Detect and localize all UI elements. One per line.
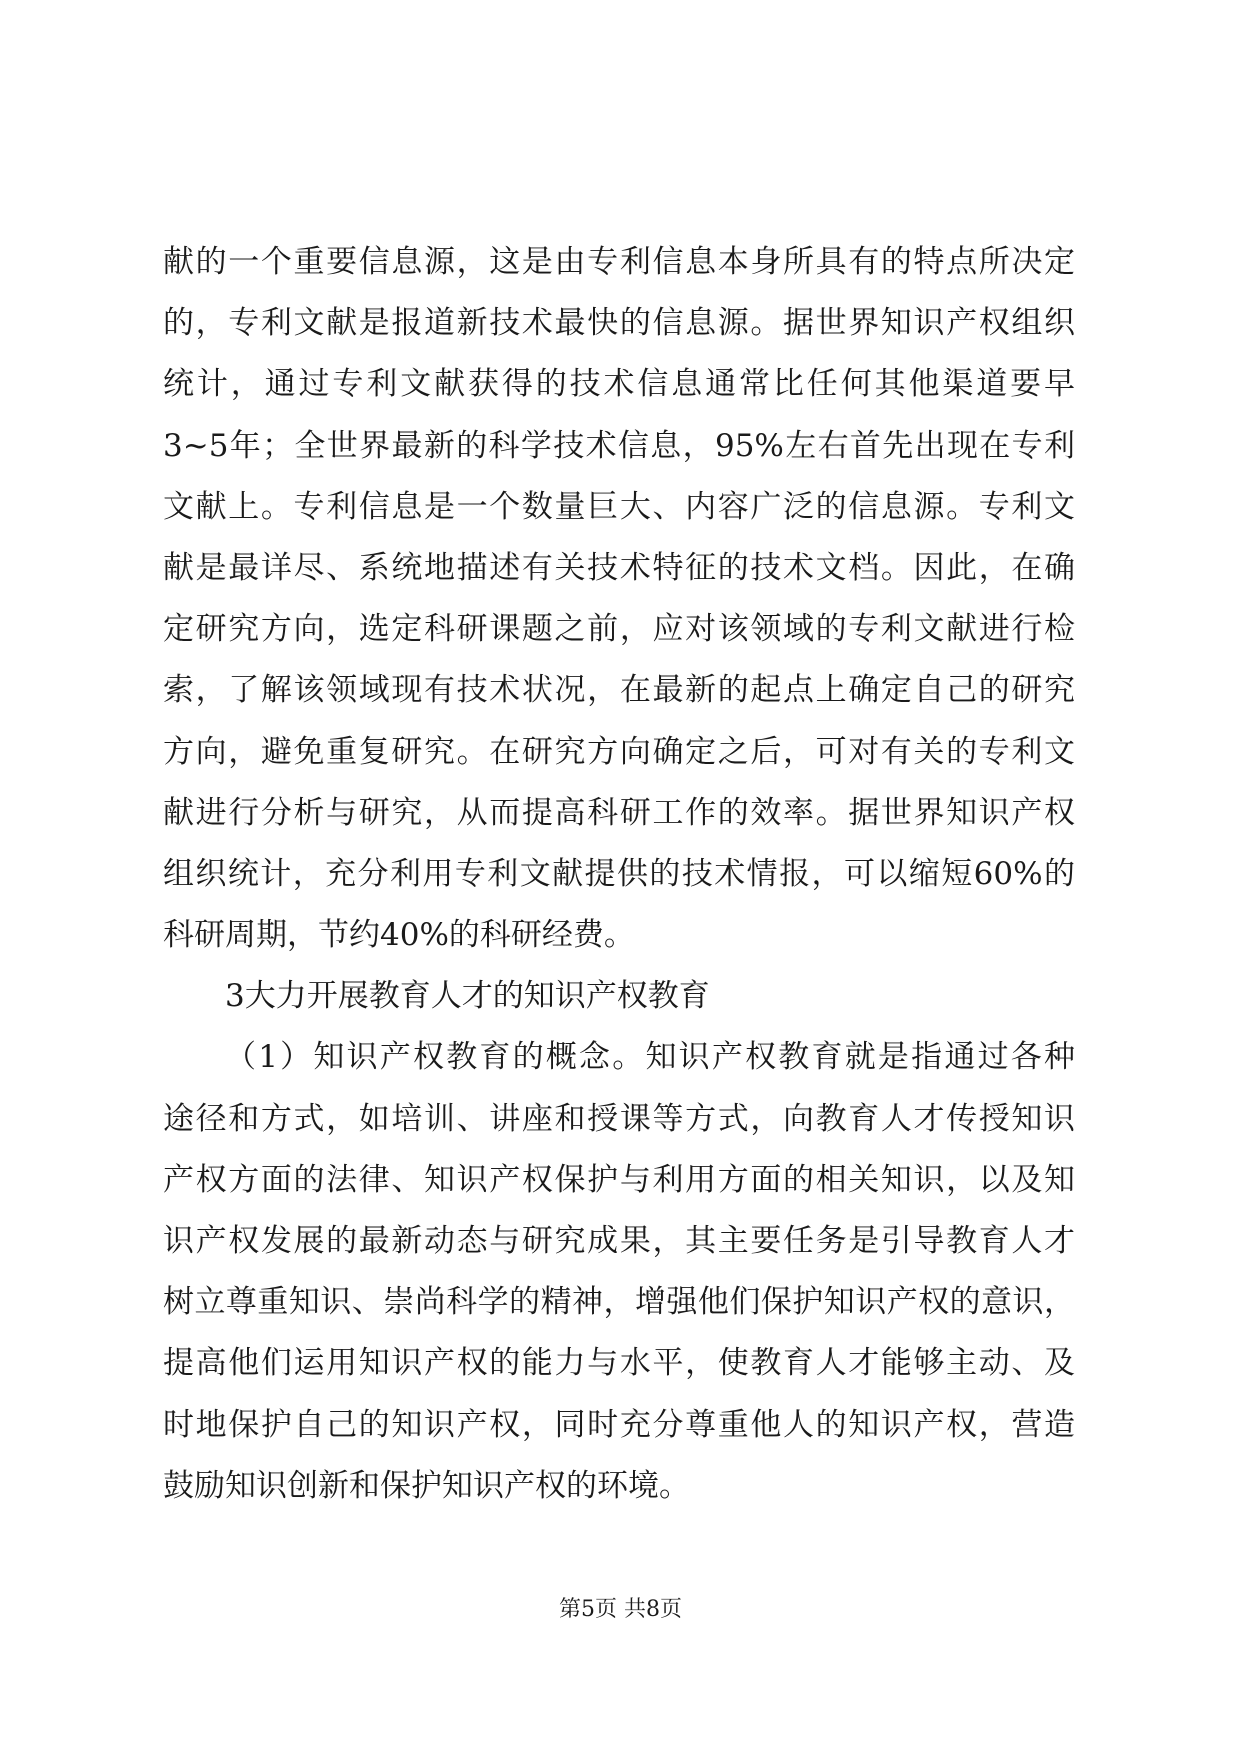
text-line: 产权方面的法律、知识产权保护与利用方面的相关知识，以及知 bbox=[163, 1161, 1075, 1198]
text-line: 提高他们运用知识产权的能力与水平，使教育人才能够主动、及 bbox=[163, 1345, 1075, 1382]
text-line: 献进行分析与研究，从而提高科研工作的效率。据世界知识产权 bbox=[163, 794, 1075, 831]
page-footer bbox=[0, 1595, 1241, 1625]
text-line: 献的一个重要信息源，这是由专利信息本身所具有的特点所决定 bbox=[163, 244, 1075, 280]
page-total: 共8页 bbox=[624, 1597, 682, 1622]
text-line: 时地保护自己的知识产权，同时充分尊重他人的知识产权，营造 bbox=[163, 1406, 1075, 1443]
text-line: 索，了解该领域现有技术状况，在最新的起点上确定自己的研究 bbox=[163, 672, 1075, 709]
text-line: 献是最详尽、系统地描述有关技术特征的技术文档。因此，在确 bbox=[163, 549, 1075, 586]
text-line: 定研究方向，选定科研课题之前，应对该领域的专利文献进行检 bbox=[163, 611, 1075, 648]
text-line: 识产权发展的最新动态与研究成果，其主要任务是引导教育人才 bbox=[163, 1223, 1075, 1259]
text-line: 鼓励知识创新和保护知识产权的环境。 bbox=[163, 1467, 690, 1504]
section-heading: 3大力开展教育人才的知识产权教育 bbox=[225, 978, 710, 1015]
text-line: 方向，避免重复研究。在研究方向确定之后，可对有关的专利文 bbox=[163, 733, 1075, 770]
document-body bbox=[163, 232, 1075, 1517]
text-line: 3~5年；全世界最新的科学技术信息，95%左右首先出现在专利 bbox=[163, 427, 1075, 464]
text-line: 树立尊重知识、崇尚科学的精神，增强他们保护知识产权的意识， bbox=[163, 1284, 1075, 1321]
text-line: 组织统计，充分利用专利文献提供的技术情报，可以缩短60%的 bbox=[163, 855, 1075, 892]
page-number: 第5页 bbox=[559, 1597, 617, 1622]
text-line: （1）知识产权教育的概念。知识产权教育就是指通过各种 bbox=[225, 1039, 1075, 1076]
text-line: 途径和方式，如培训、讲座和授课等方式，向教育人才传授知识 bbox=[163, 1100, 1075, 1137]
text-line: 科研周期，节约40%的科研经费。 bbox=[163, 917, 635, 954]
text-line: 的，专利文献是报道新技术最快的信息源。据世界知识产权组织 bbox=[163, 305, 1075, 342]
text-line: 文献上。专利信息是一个数量巨大、内容广泛的信息源。专利文 bbox=[163, 488, 1075, 525]
paragraph-1 bbox=[163, 232, 1075, 966]
paragraph-2 bbox=[163, 1027, 1075, 1517]
text-line: 统计，通过专利文献获得的技术信息通常比任何其他渠道要早 bbox=[163, 366, 1075, 403]
